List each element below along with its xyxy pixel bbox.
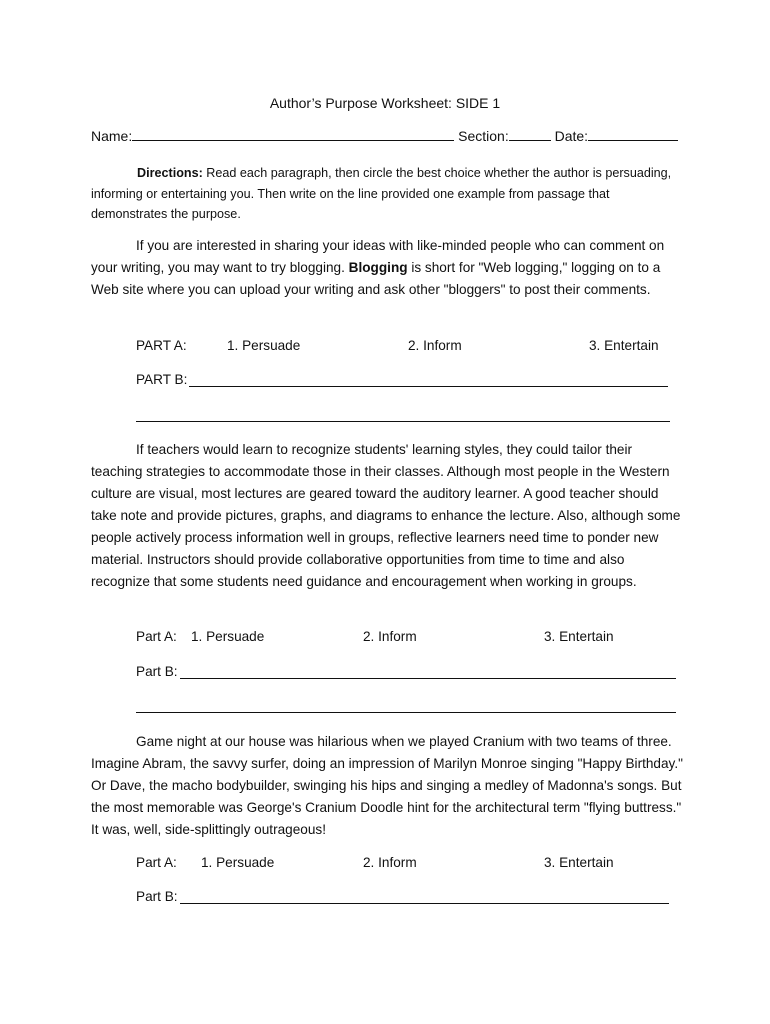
choice-persuade[interactable]: 1. Persuade (191, 629, 265, 644)
passage-2: If teachers would learn to recognize students' learning styles, they could tailor their teaching strategies to accommodate those in their classes. Although most people in the Western culture are visual, most lectures are geared toward the auditory learner. A good teacher should take note and provide pictures, graphs, and diagrams to enhance the lecture. Also, although some people actively process information well in groups, reflective learners need time to ponder new material. Instructors should provide collaborative opportunities from time to time and also recognize that some students need guidance and encouragement when working in groups. (91, 442, 681, 589)
passage-2-part-b (136, 664, 178, 679)
choice-persuade[interactable]: 1. Persuade (227, 338, 301, 353)
choice-entertain[interactable]: 3. Entertain (544, 629, 614, 644)
passage-1-answer-line-1[interactable] (189, 386, 668, 387)
choice-entertain[interactable]: 3. Entertain (589, 338, 659, 353)
part-b-label: Part B: (136, 889, 178, 904)
section-label: Section: (458, 128, 509, 144)
name-label: Name: (91, 128, 133, 144)
part-a-label: Part A: (136, 629, 177, 644)
choice-inform[interactable]: 2. Inform (363, 855, 417, 870)
part-a-label: PART A: (136, 338, 187, 353)
part-a-label: Part A: (136, 855, 177, 870)
passage-1-part-b (136, 372, 187, 387)
passage-2-answer-line-2[interactable] (136, 712, 676, 713)
passage-1-answer-line-2[interactable] (136, 421, 670, 422)
date-label: Date: (554, 128, 589, 144)
passage-1-bold-term: Blogging (348, 260, 408, 275)
header-row (91, 128, 678, 144)
directions (91, 163, 681, 225)
directions-text: Read each paragraph, then circle the best choice whether the author is persuading, informing or entertaining you. Then write on the line provided one example from passage that demonstrates the purpose. (91, 166, 672, 221)
choice-entertain[interactable]: 3. Entertain (544, 855, 614, 870)
passage-1 (91, 235, 683, 301)
passage-3-part-b (136, 889, 178, 904)
passage-1-text-end: is short for "Web logging," logging on to a Web site where you can upload your writing and ask other "bloggers" to post their comments. (91, 260, 661, 297)
page-title: Author’s Purpose Worksheet: SIDE 1 (269, 95, 501, 111)
section-field[interactable] (509, 128, 551, 141)
passage-3-answer-line-1[interactable] (180, 903, 669, 904)
directions-label: Directions: (137, 166, 203, 180)
part-b-label: PART B: (136, 372, 188, 387)
passage-1-text: If you are interested in sharing your ideas with like-minded people who can comment on your writing, you may want to try blogging. (91, 238, 665, 275)
date-field[interactable] (588, 128, 678, 141)
part-b-label: Part B: (136, 664, 178, 679)
name-field[interactable] (132, 128, 454, 141)
choice-inform[interactable]: 2. Inform (408, 338, 462, 353)
choice-inform[interactable]: 2. Inform (363, 629, 417, 644)
choice-persuade[interactable]: 1. Persuade (201, 855, 275, 870)
passage-2-answer-line-1[interactable] (180, 678, 676, 679)
passage-3: Game night at our house was hilarious when we played Cranium with two teams of three. Imagine Abram, the savvy surfer, doing an impression of Marilyn Monroe singing "Happy Birthday." Or Dave, the macho bodybuilder, swinging his hips and singing a medley of Madonna's songs. But the most memorable was George's Cranium Doodle hint for the architectural term "flying buttress." It was, well, side-splittingly outrageous! (91, 734, 683, 837)
